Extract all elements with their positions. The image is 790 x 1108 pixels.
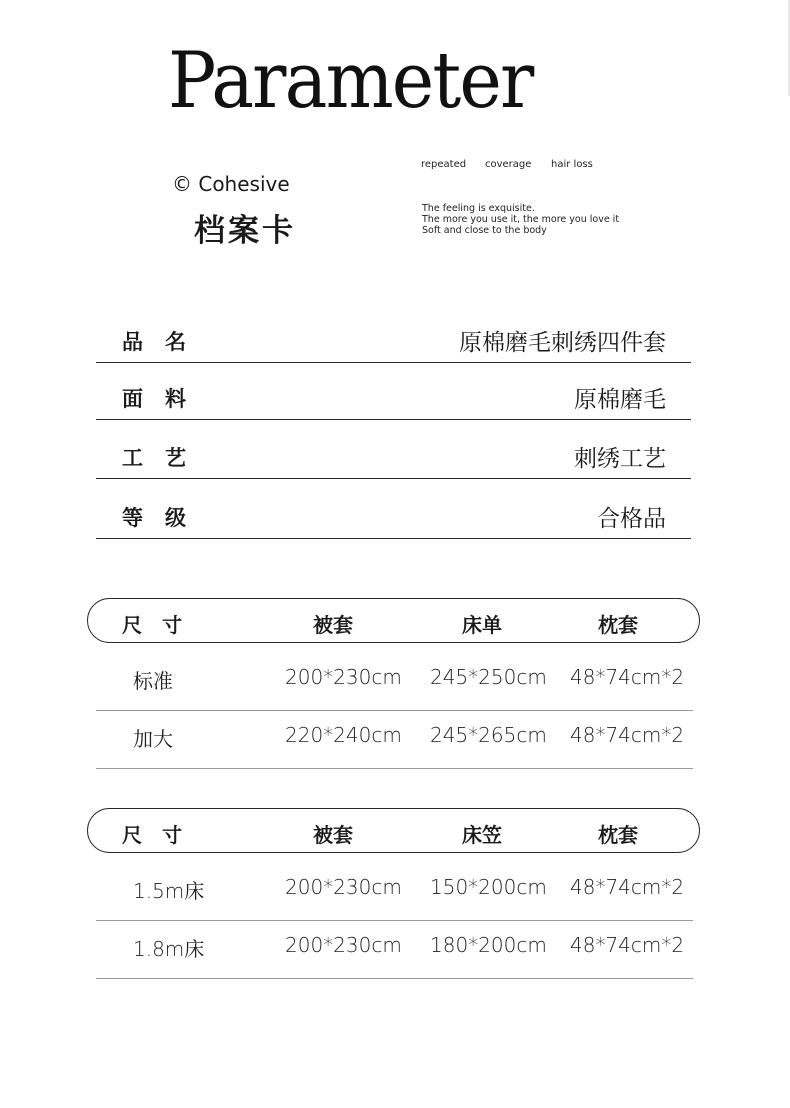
info-label: 面料 (122, 387, 208, 411)
info-label: 品名 (122, 330, 208, 354)
header-bed-sheet: 床单 (462, 613, 502, 637)
table-row (96, 919, 693, 979)
size-table-header (87, 598, 700, 643)
header-duvet-cover: 被套 (313, 613, 353, 637)
slogan-line: The more you use it, the more you love it (422, 214, 620, 225)
size-table-header (87, 808, 700, 853)
info-row-product-name (96, 323, 691, 363)
cell-duvet-cover: 200*230cm (285, 665, 402, 689)
cell-size: 标准 (133, 669, 173, 693)
info-label: 工艺 (122, 446, 208, 470)
header-pillowcase: 枕套 (598, 823, 638, 847)
cell-bed-sheet: 245*250cm (430, 665, 547, 689)
cell-pillowcase: 48*74cm*2 (570, 665, 685, 689)
cell-fitted-sheet: 150*200cm (430, 875, 547, 899)
cell-size: 1.8m床 (133, 937, 205, 961)
info-value: 原棉磨毛 (574, 387, 666, 413)
cell-pillowcase: 48*74cm*2 (570, 933, 685, 957)
feature-tags (421, 159, 593, 170)
header-size: 尺寸 (122, 823, 202, 847)
cell-duvet-cover: 200*230cm (285, 933, 402, 957)
header-size: 尺寸 (122, 613, 202, 637)
info-value: 合格品 (597, 506, 666, 532)
info-value: 原棉磨毛刺绣四件套 (459, 330, 666, 356)
info-row-craft (96, 439, 691, 479)
slogan-line: Soft and close to the body (422, 225, 547, 236)
info-row-grade (96, 499, 691, 539)
cell-size: 1.5m床 (133, 879, 205, 903)
tag-hair-loss: hair loss (551, 159, 593, 170)
info-label: 等级 (122, 506, 208, 530)
tag-coverage: coverage (485, 159, 532, 170)
info-value: 刺绣工艺 (574, 446, 666, 472)
cell-bed-sheet: 245*265cm (430, 723, 547, 747)
page-title: Parameter (168, 36, 533, 126)
cell-size: 加大 (133, 727, 173, 751)
header-duvet-cover: 被套 (313, 823, 353, 847)
info-row-fabric (96, 380, 691, 420)
header-pillowcase: 枕套 (598, 613, 638, 637)
slogan (422, 203, 619, 236)
brand-name: © Cohesive (172, 172, 290, 196)
header-fitted-sheet: 床笠 (462, 823, 502, 847)
tag-repeated: repeated (421, 159, 467, 170)
cell-fitted-sheet: 180*200cm (430, 933, 547, 957)
slogan-line: The feeling is exquisite. (422, 203, 535, 214)
table-row (96, 651, 693, 711)
cell-pillowcase: 48*74cm*2 (570, 875, 685, 899)
table-row (96, 861, 693, 921)
archive-card-title: 档案卡 (194, 213, 296, 249)
cell-pillowcase: 48*74cm*2 (570, 723, 685, 747)
table-row (96, 709, 693, 769)
cell-duvet-cover: 200*230cm (285, 875, 402, 899)
cell-duvet-cover: 220*240cm (285, 723, 402, 747)
